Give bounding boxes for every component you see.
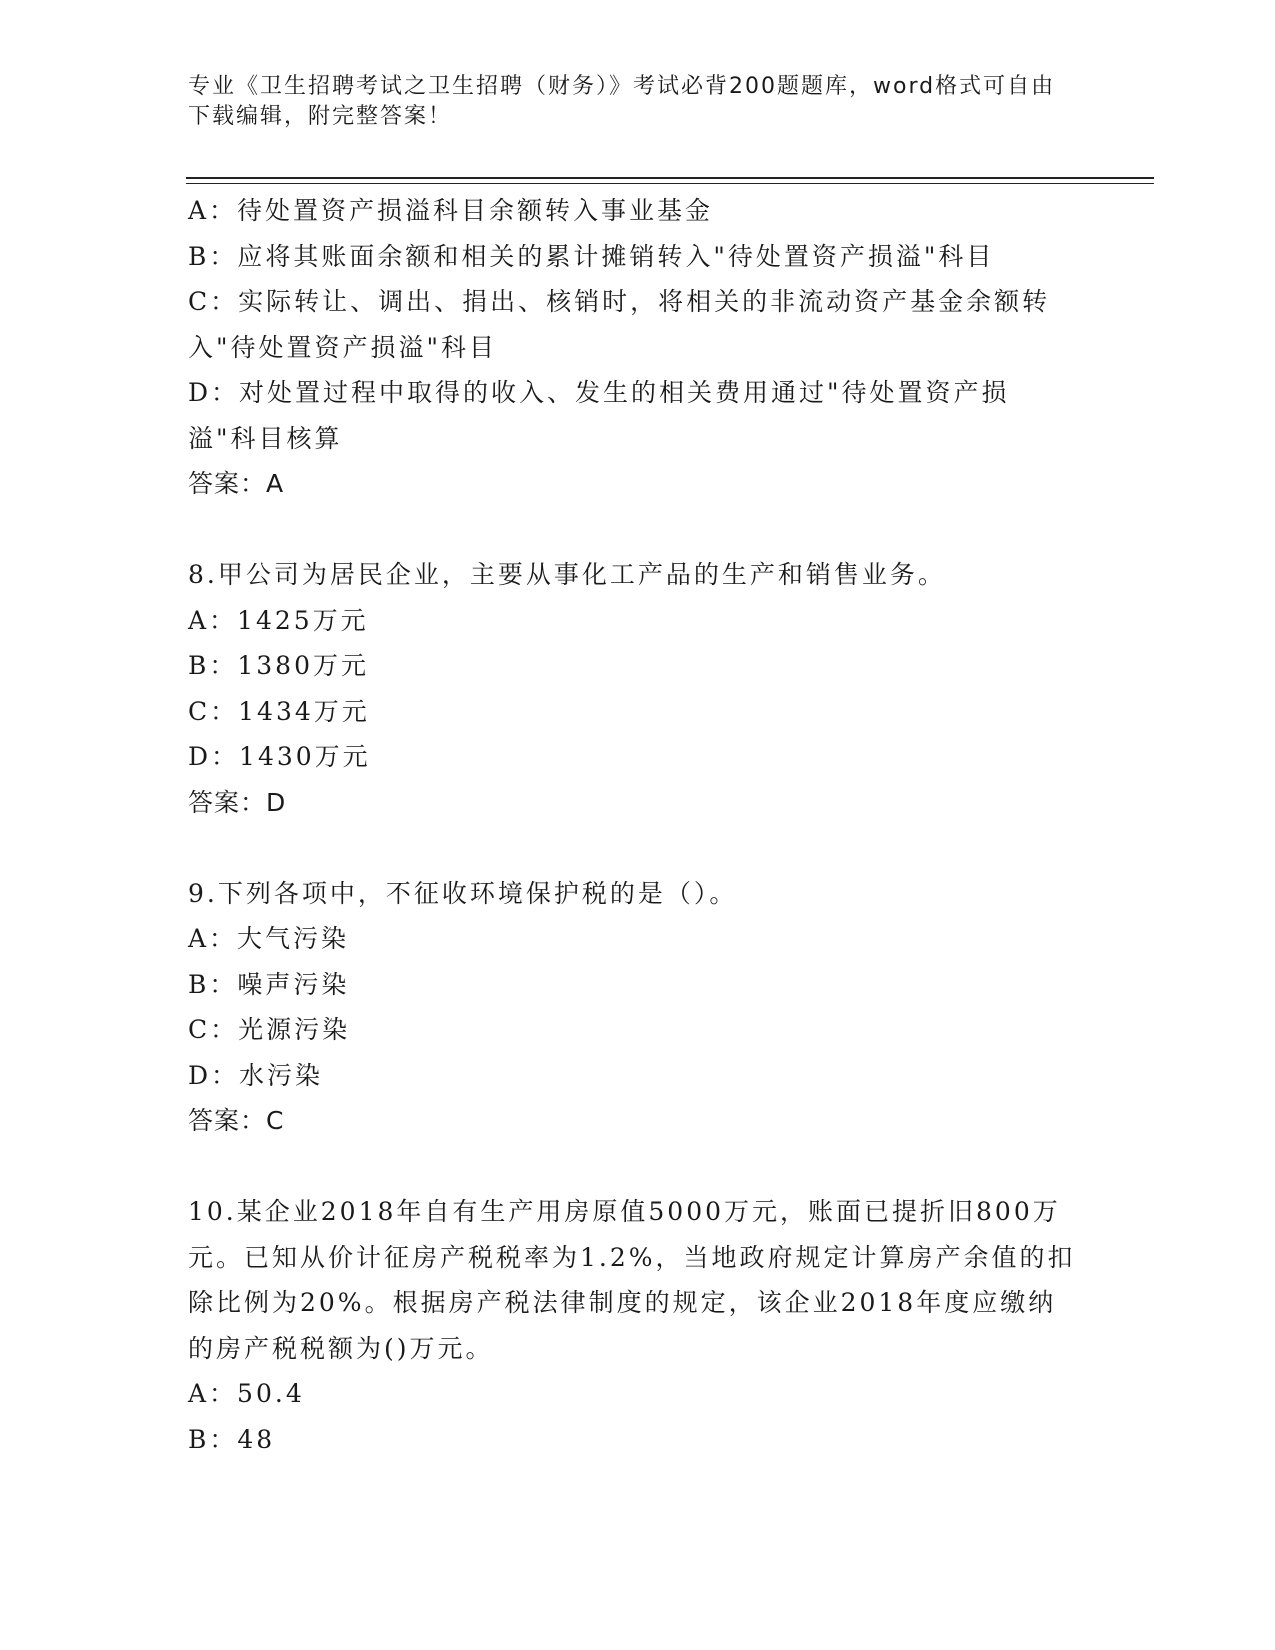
q8-option-a: A：1425万元 xyxy=(188,605,369,635)
q9-option-a: A：大气污染 xyxy=(188,924,350,953)
spacer xyxy=(188,825,1078,871)
q10-option-a: A：50.4 xyxy=(188,1379,305,1408)
q8-option-b: B：1380万元 xyxy=(188,651,369,680)
header-rule-bottom xyxy=(186,183,1154,184)
header-rule-top xyxy=(186,177,1154,179)
question-9-block xyxy=(188,871,1078,1144)
q10-option-b: B：48 xyxy=(188,1424,276,1454)
question-10-block xyxy=(188,1189,1078,1462)
question-7-block xyxy=(188,188,1078,507)
q7-option-d: D：对处置过程中取得的收入、发生的相关费用通过"待处置资产损溢"科目核算 xyxy=(188,378,1010,453)
q9-option-c: C：光源污染 xyxy=(188,1015,351,1044)
question-8-block xyxy=(188,552,1078,825)
q8-answer: 答案：D xyxy=(188,787,287,817)
spacer xyxy=(188,1144,1078,1190)
q7-option-b: B：应将其账面余额和相关的累计摊销转入"待处置资产损溢"科目 xyxy=(188,241,995,271)
q10-question: 10.某企业2018年自有生产用房原值5000万元，账面已提折旧800万元。已知从价计征房产税税率为1.2%，当地政府规定计算房产余值的扣除比例为20%。根据房产税法律制度的规定，该企业2018年度应缴纳的房产税税额为()万元。 xyxy=(188,1197,1076,1363)
q8-question: 8.甲公司为居民企业，主要从事化工产品的生产和销售业务。 xyxy=(188,560,946,589)
q7-answer: 答案：A xyxy=(188,469,285,498)
q7-option-a: A：待处置资产损溢科目余额转入事业基金 xyxy=(188,196,714,225)
q8-option-c: C：1434万元 xyxy=(188,696,370,726)
q9-option-b: B：噪声污染 xyxy=(188,969,350,999)
spacer xyxy=(188,507,1078,553)
question-content xyxy=(188,188,1078,1462)
q9-answer: 答案：C xyxy=(188,1106,285,1135)
document-header: 专业《卫生招聘考试之卫生招聘（财务）》考试必背200题题库，word格式可自由下载编辑，附完整答案！ xyxy=(188,74,1056,129)
q9-option-d: D：水污染 xyxy=(188,1060,324,1090)
q7-option-c: C：实际转让、调出、捐出、核销时，将相关的非流动资产基金余额转入"待处置资产损溢"科目 xyxy=(188,287,1051,362)
q8-option-d: D：1430万元 xyxy=(188,742,371,771)
q9-question: 9.下列各项中，不征收环境保护税的是（）。 xyxy=(188,878,738,908)
